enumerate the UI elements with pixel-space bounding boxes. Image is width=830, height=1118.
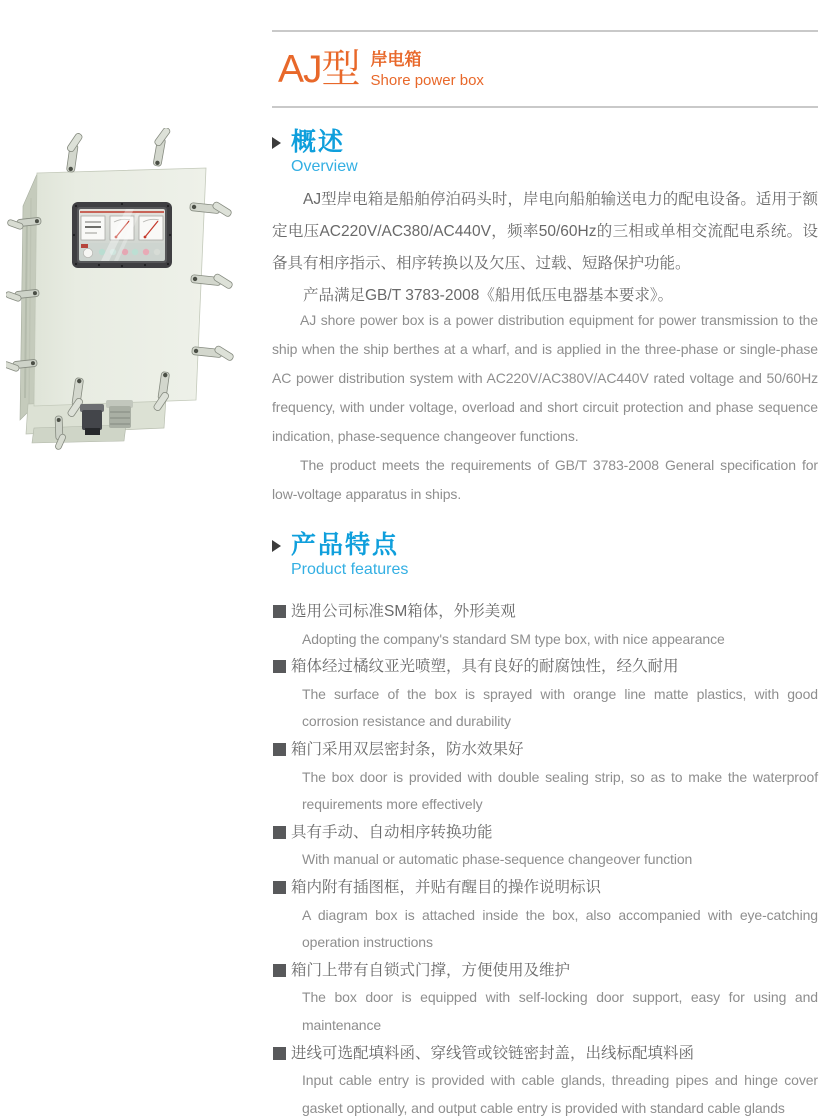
bullet-square-icon	[273, 881, 286, 894]
features-heading-en: Product features	[291, 561, 409, 578]
cable-gland-metal	[106, 400, 133, 428]
product-photo	[6, 128, 258, 468]
indicator-lamp	[83, 248, 92, 257]
feature-text-cn: 箱体经过橘纹亚光喷塑，具有良好的耐腐蚀性，经久耐用	[291, 658, 679, 676]
feature-item	[272, 736, 818, 819]
overview-paragraph-cn: AJ型岸电箱是船舶停泊码头时，岸电向船舶输送电力的配电设备。适用于额定电压AC220V/AC380/AC440V，频率50/60Hz的三相或单相交流配电系统。设备具有相序指示、相序转换以及欠压、过载、短路保护功能。	[272, 191, 818, 272]
feature-text-cn: 箱门上带有自锁式门撑，方便使用及维护	[291, 961, 571, 979]
feature-item	[272, 874, 818, 957]
feature-line-cn	[272, 874, 818, 902]
feature-text-cn: 箱内附有插图框，并贴有醒目的操作说明标识	[291, 878, 602, 896]
product-name-en: Shore power box	[370, 72, 484, 89]
page-title	[278, 44, 484, 96]
features-list	[272, 598, 818, 1118]
bullet-square-icon	[273, 660, 286, 673]
feature-item	[272, 1040, 818, 1118]
meter-window	[72, 202, 172, 268]
content-column	[272, 0, 818, 1118]
overview-heading-en: Overview	[291, 158, 358, 175]
feature-line-cn	[272, 736, 818, 764]
section-marker-icon	[272, 540, 281, 552]
bullet-square-icon	[273, 743, 286, 756]
feature-text-en: With manual or automatic phase-sequence changeover function	[302, 851, 693, 868]
overview-paragraph-en: AJ shore power box is a power distribution equipment for power transmission to the ship when the ship berthes at a wharf, and is applied in the three-phase or single-phase AC power distribution system with AC220V/AC380V/AC440V rated voltage and 50/60Hz frequency, with under voltage, overload and short circuit protection and phase sequence indication, phase-sequence changeover functions.	[272, 312, 818, 444]
feature-item	[272, 598, 818, 653]
feature-text-cn: 进线可选配填料函、穿线管或铰链密封盖，出线标配填料函	[291, 1044, 695, 1062]
feature-text-cn: 箱门采用双层密封条，防水效果好	[291, 740, 524, 758]
latch-clamp-icon	[150, 128, 172, 167]
feature-item	[272, 653, 818, 736]
indicator-dot	[132, 249, 138, 255]
divider-top	[272, 30, 818, 32]
feature-text-en: Adopting the company's standard SM type box, with nice appearance	[302, 630, 725, 647]
feature-line-cn	[272, 819, 818, 847]
divider-title-bottom	[272, 106, 818, 108]
bullet-square-icon	[273, 826, 286, 839]
latch-clamp-icon	[63, 131, 84, 173]
feature-text-en: Input cable entry is provided with cable glands, threading pipes and hinge cover gasket optionally, and output cable entry is provided with standard cable glands	[302, 1072, 818, 1116]
feature-text-cn: 选用公司标准SM箱体，外形美观	[291, 603, 516, 620]
page-title-model: AJ型	[278, 48, 360, 91]
feature-text-en: The box door is provided with double sealing strip, so as to make the waterproof requirements more effectively	[302, 768, 818, 813]
indicator-dot	[99, 249, 105, 255]
overview-paragraph-cn: 产品满足GB/T 3783-2008《船用低压电器基本要求》。	[303, 287, 674, 304]
features-section-heading	[272, 531, 408, 579]
section-marker-icon	[272, 137, 281, 149]
bullet-square-icon	[273, 605, 286, 618]
indicator-dot	[154, 249, 160, 255]
indicator-dot	[143, 249, 149, 255]
feature-text-en: The surface of the box is sprayed with orange line matte plastics, with good corrosion resistance and durability	[302, 685, 818, 730]
overview-section-heading	[272, 128, 358, 176]
overview-paragraph-en: The product meets the requirements of GB/T 3783-2008 General specification for low-voltage apparatus in ships.	[272, 457, 818, 502]
overview-heading-cn: 概述	[291, 128, 346, 156]
feature-line-cn	[272, 957, 818, 985]
overview-english-paragraphs	[272, 306, 818, 509]
feature-line-cn	[272, 598, 818, 626]
overview-chinese-paragraphs	[272, 184, 818, 312]
feature-item	[272, 957, 818, 1040]
feature-line-cn	[272, 1040, 818, 1068]
feature-text-en: A diagram box is attached inside the box, also accompanied with eye-catching operation instructions	[302, 906, 818, 951]
meter-dial	[139, 216, 163, 240]
bullet-square-icon	[273, 1047, 286, 1060]
product-name-cn: 岸电箱	[370, 50, 422, 69]
feature-text-cn: 具有手动、自动相序转换功能	[291, 823, 493, 841]
feature-text-en: The box door is equipped with self-locking door support, easy for using and maintenance	[302, 989, 818, 1033]
feature-item	[272, 819, 818, 874]
feature-line-cn	[272, 653, 818, 681]
features-heading-cn: 产品特点	[291, 531, 400, 559]
shore-power-box-illustration	[6, 128, 258, 468]
bullet-square-icon	[273, 964, 286, 977]
meter-dial	[81, 216, 105, 240]
